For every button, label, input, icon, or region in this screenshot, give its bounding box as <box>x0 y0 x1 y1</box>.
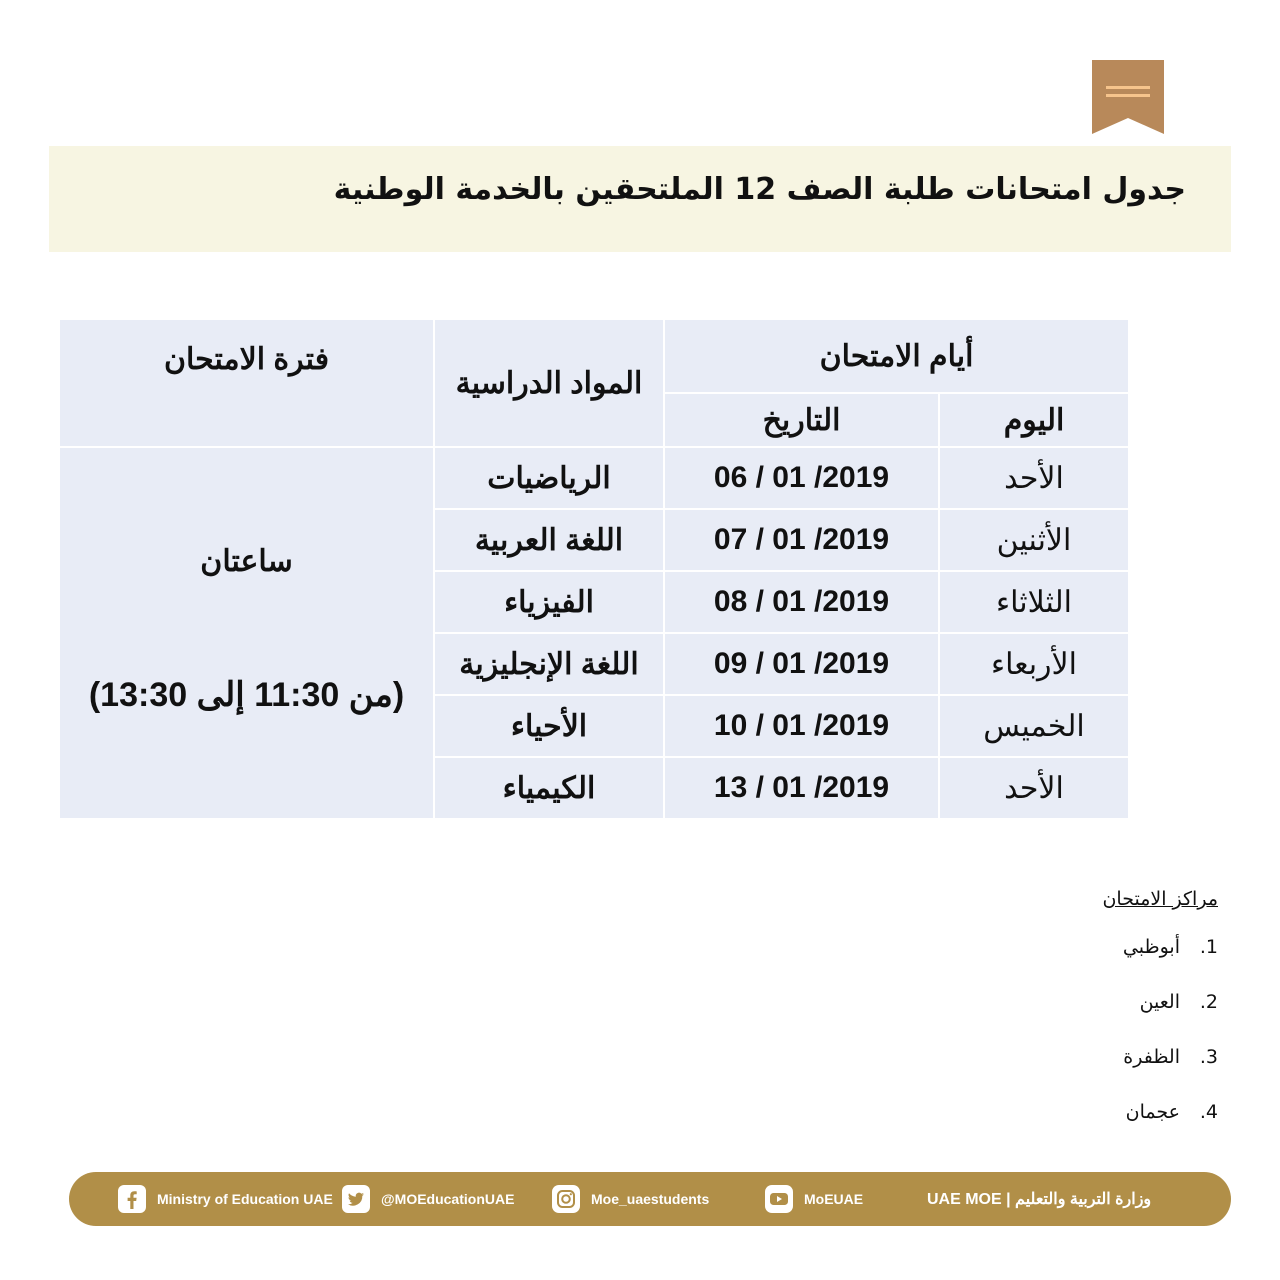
twitter-handle: @MOEducationUAE <box>381 1191 515 1207</box>
exam-schedule-table <box>58 318 1130 820</box>
date-cell: 08 / 01 /2019 <box>713 585 890 618</box>
header-subjects: المواد الدراسية <box>434 319 664 447</box>
footer-bar <box>69 1172 1231 1226</box>
instagram-icon <box>551 1184 581 1214</box>
header-date: التاريخ <box>664 393 939 447</box>
list-item <box>1102 1046 1218 1101</box>
list-number: 4. <box>1199 1101 1218 1123</box>
day-cell: الأحد <box>939 757 1129 819</box>
list-number: 1. <box>1199 936 1218 958</box>
day-cell: الأحد <box>939 447 1129 509</box>
date-cell: 10 / 01 /2019 <box>713 709 890 742</box>
list-item <box>1102 991 1218 1046</box>
subject-cell: الرياضيات <box>434 447 664 509</box>
subject-cell: اللغة العربية <box>434 509 664 571</box>
youtube-icon <box>764 1184 794 1214</box>
youtube-link[interactable] <box>764 1172 863 1226</box>
facebook-link[interactable] <box>117 1172 333 1226</box>
header-day: اليوم <box>939 393 1129 447</box>
list-item <box>1102 1101 1218 1156</box>
page-title: جدول امتحانات طلبة الصف 12 الملتحقين بالخدمة الوطنية <box>333 172 1186 207</box>
date-cell: 13 / 01 /2019 <box>713 771 890 804</box>
exam-duration: ساعتان <box>200 545 293 579</box>
ministry-brand: UAE MOE | وزارة التربية والتعليم <box>927 1191 1152 1208</box>
instagram-link[interactable] <box>551 1172 709 1226</box>
date-cell: 09 / 01 /2019 <box>713 647 890 680</box>
center-name: الظفرة <box>1123 1046 1180 1068</box>
list-number: 2. <box>1199 991 1218 1013</box>
exam-period-cell <box>59 447 434 819</box>
subject-cell: اللغة الإنجليزية <box>434 633 664 695</box>
exam-time-range: (من 11:30 إلى 13:30) <box>88 676 405 715</box>
exam-centers <box>1102 888 1218 1156</box>
subject-cell: الفيزياء <box>434 571 664 633</box>
bookmark-ribbon-icon <box>1092 60 1164 134</box>
center-name: أبوظبي <box>1122 936 1180 958</box>
youtube-handle: MoEUAE <box>804 1191 864 1207</box>
center-name: عجمان <box>1125 1101 1180 1123</box>
subject-cell: الكيمياء <box>434 757 664 819</box>
facebook-icon <box>117 1184 147 1214</box>
instagram-handle: Moe_uaestudents <box>591 1191 710 1207</box>
day-cell: الأثنين <box>939 509 1129 571</box>
twitter-icon <box>341 1184 371 1214</box>
twitter-link[interactable] <box>341 1172 514 1226</box>
day-cell: الأربعاء <box>939 633 1129 695</box>
facebook-handle: Ministry of Education UAE <box>157 1191 333 1207</box>
exam-centers-title: مراكز الامتحان <box>1102 888 1218 910</box>
date-cell: 07 / 01 /2019 <box>713 523 890 556</box>
date-cell: 06 / 01 /2019 <box>713 461 890 494</box>
day-cell: الثلاثاء <box>939 571 1129 633</box>
subject-cell: الأحياء <box>434 695 664 757</box>
header-exam-days: أيام الامتحان <box>664 319 1129 393</box>
list-number: 3. <box>1199 1046 1218 1068</box>
center-name: العين <box>1139 991 1180 1013</box>
day-cell: الخميس <box>939 695 1129 757</box>
list-item <box>1102 936 1218 991</box>
table-row <box>59 447 1129 509</box>
header-exam-period: فترة الامتحان <box>59 319 434 447</box>
